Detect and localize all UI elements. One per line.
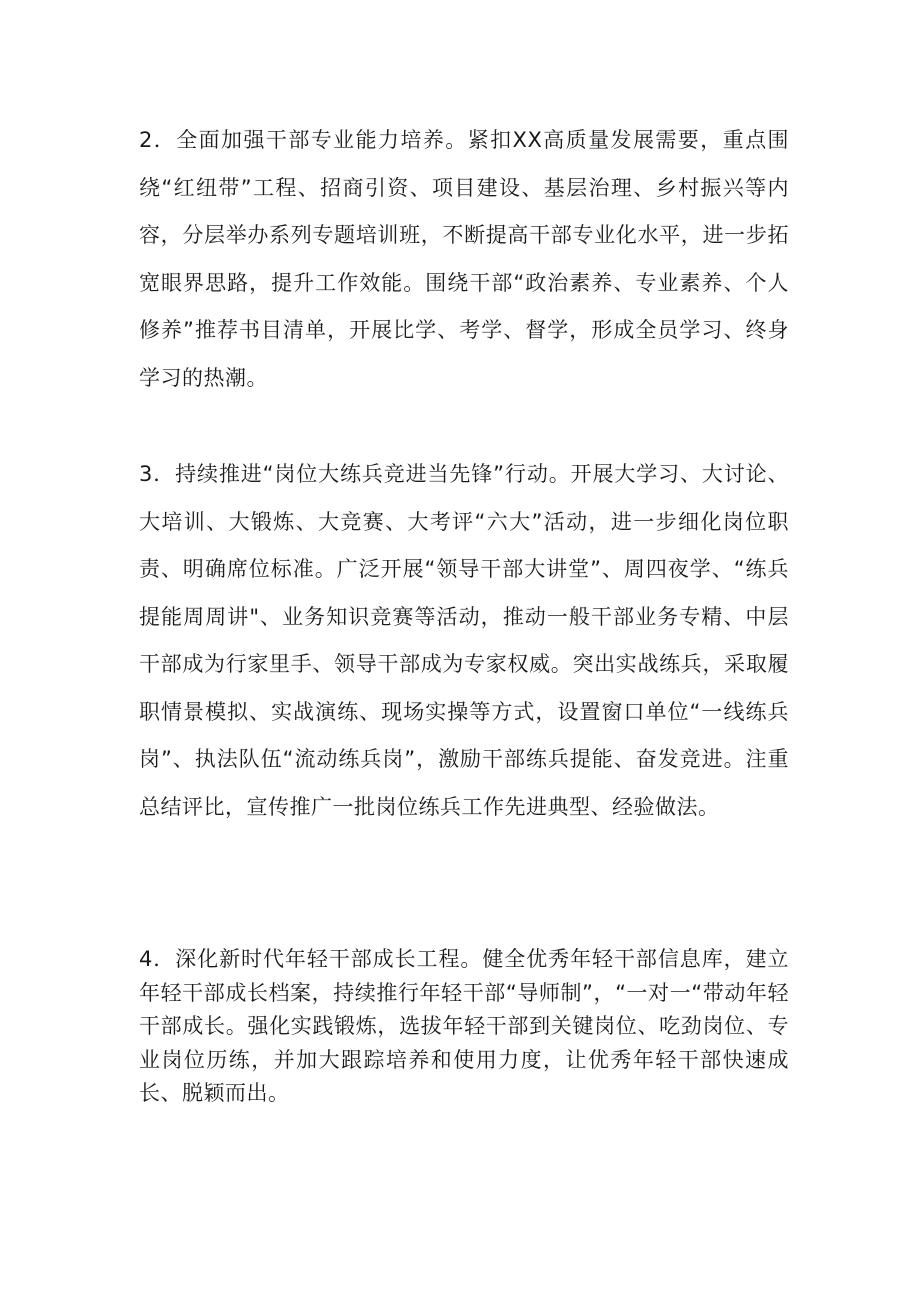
paragraph-3-text: 3．持续推进“岗位大练兵竞进当先锋”行动。开展大学习、大讨论、大培训、大锻炼、大竞赛、大考评“六大”活动，进一步细化岗位职责、明确席位标准。广泛开展“领导干部大讲堂”、周四夜学、“练兵提能周周讲"、业务知识竞赛等活动，推动一般干部业务专精、中层干部成为行家里手、领导干部成为专家权威。突出实战练兵，采取履职情景模拟、实战演练、现场实操等方式，设置窗口单位“一线练兵岗”、执法队伍“流动练兵岗”，激励干部练兵提能、奋发竞进。注重总结评比，宣传推广一批岗位练兵工作先进典型、经验做法。 — [139, 462, 789, 819]
paragraph-4-text: 4．深化新时代年轻干部成长工程。健全优秀年轻干部信息库，建立年轻干部成长档案，持续推行年轻干部“导师制”，“一对一“带动年轻干部成长。强化实践锻炼，选拔年轻干部到关键岗位、吃劲岗位、专业岗位历练，并加大跟踪培养和使用力度，让优秀年轻干部快速成长、脱颖而出。 — [139, 947, 789, 1105]
paragraph-2 — [139, 117, 789, 402]
paragraph-4 — [139, 943, 789, 1111]
paragraph-3 — [139, 451, 789, 831]
paragraph-2-text: 2．全面加强干部专业能力培养。紧扣XX高质量发展需要，重点围绕“红纽带”工程、招商引资、项目建设、基层治理、乡村振兴等内容，分层举办系列专题培训班，不断提高干部专业化水平，进一步拓宽眼界思路，提升工作效能。围绕干部“政治素养、专业素养、个人修养”推荐书目清单，开展比学、考学、督学，形成全员学习、终身学习的热潮。 — [139, 128, 789, 390]
